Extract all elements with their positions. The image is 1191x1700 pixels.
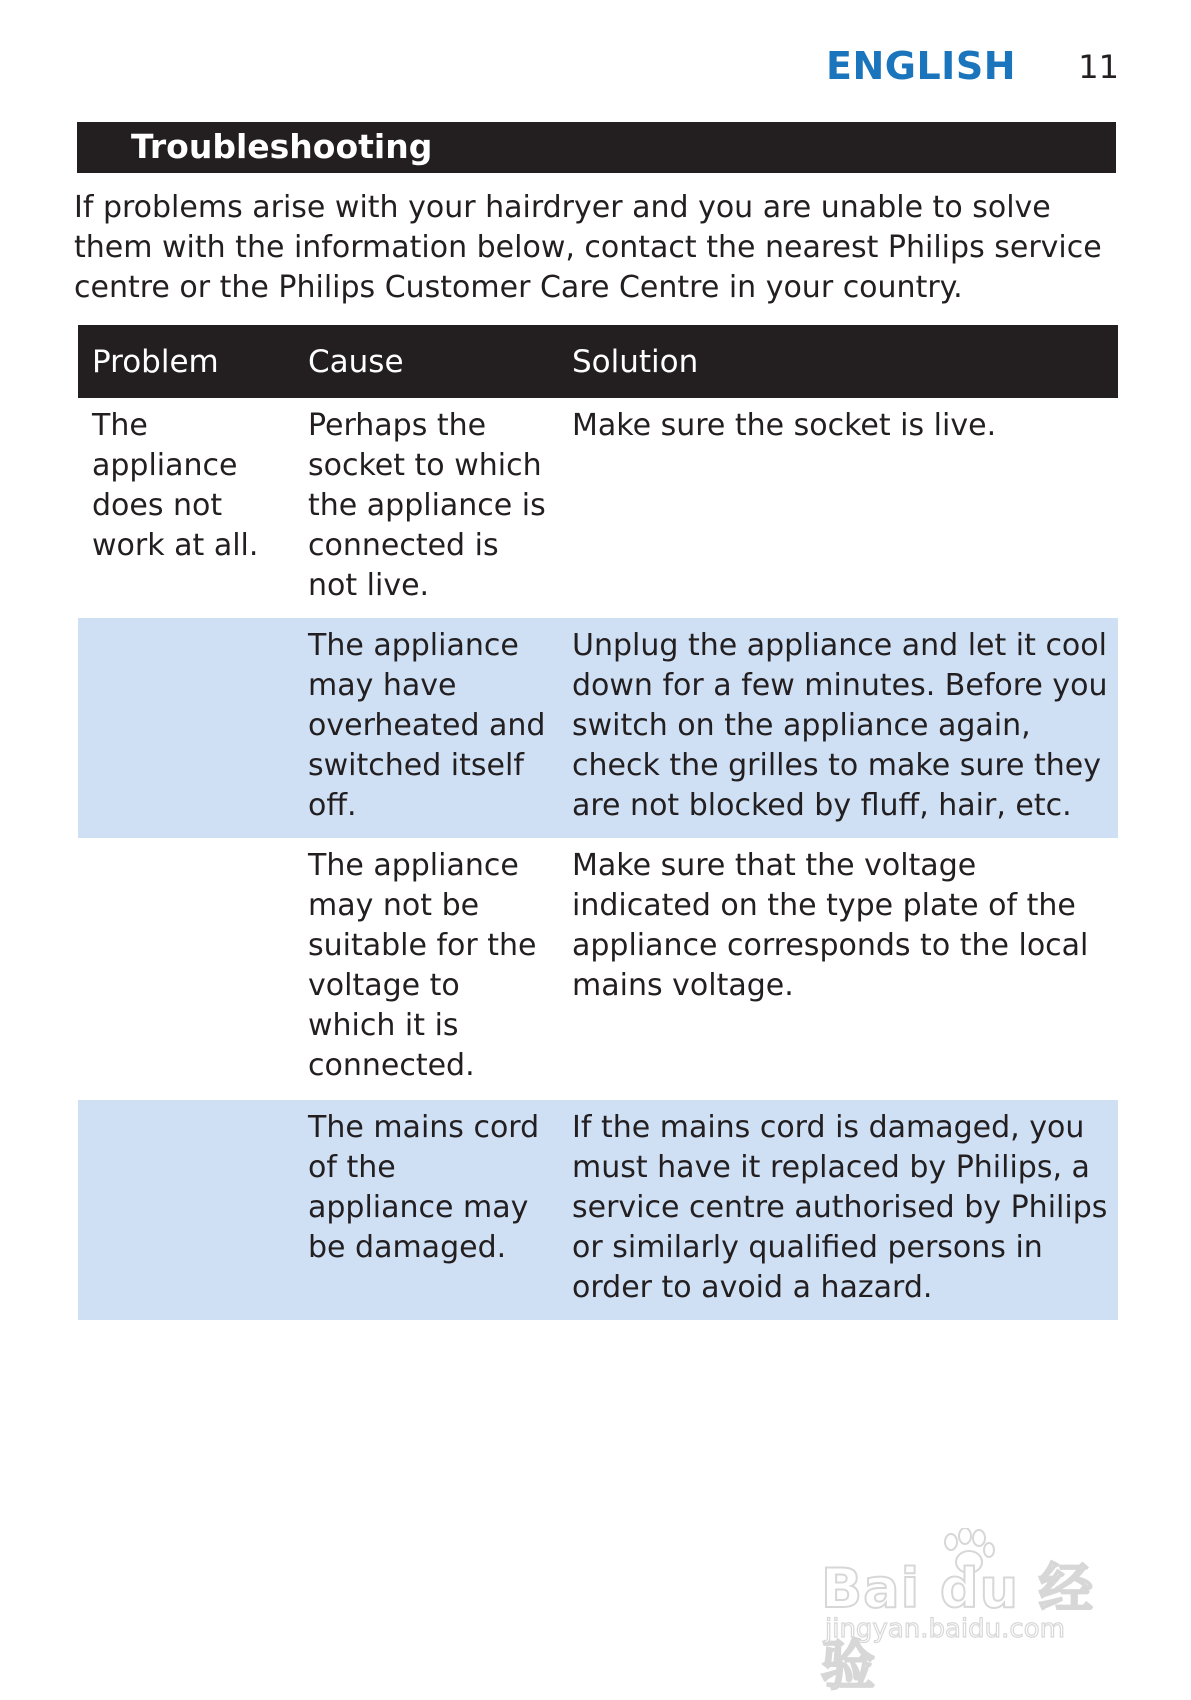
cause-cell: The appliance may have overheated and switched itself off. — [294, 618, 558, 838]
troubleshooting-table — [78, 325, 1118, 1320]
baidu-watermark — [821, 1528, 1131, 1697]
cause-cell: The mains cord of the appliance may be damaged. — [294, 1100, 558, 1320]
table-row — [78, 618, 1118, 838]
problem-cell — [78, 1100, 294, 1320]
page-number: 11 — [1078, 48, 1119, 86]
problem-cell — [78, 838, 294, 1100]
cause-cell: The appliance may not be suitable for the voltage to which it is connected. — [308, 848, 537, 1083]
table-header-row — [78, 325, 1118, 398]
cause-cell: Perhaps the socket to which the appliance is connected is not live. — [308, 408, 546, 603]
solution-cell: Make sure that the voltage indicated on the type plate of the appliance corresponds to the local mains voltage. — [572, 848, 1089, 1003]
intro-paragraph: If problems arise with your hairdryer and you are unable to solve them with the information below, contact the nearest Philips service centre or the Philips Customer Care Centre in your country. — [74, 190, 1102, 305]
problem-cell: The appliance does not work at all. — [92, 408, 259, 563]
column-header-problem: Problem — [78, 325, 294, 398]
solution-cell: Make sure the socket is live. — [572, 408, 997, 443]
watermark-url: jingyan.baidu.com — [825, 1614, 1065, 1644]
solution-cell: If the mains cord is damaged, you must have it replaced by Philips, a service centre authorised by Philips or similarly qualified persons in order to avoid a hazard. — [558, 1100, 1118, 1320]
table-row — [78, 398, 1118, 618]
section-title: Troubleshooting — [131, 127, 433, 166]
table-row — [78, 1100, 1118, 1320]
language-label: ENGLISH — [826, 44, 1016, 88]
column-header-cause: Cause — [294, 325, 558, 398]
section-heading-bar — [77, 122, 1116, 173]
watermark-brand: Bai du 经验 — [821, 1557, 1094, 1697]
problem-cell — [78, 618, 294, 838]
solution-cell: Unplug the appliance and let it cool down for a few minutes. Before you switch on the appliance again, check the grilles to make sure they are not blocked by fluff, hair, etc. — [558, 618, 1118, 838]
table-row — [78, 838, 1118, 1100]
column-header-solution: Solution — [558, 325, 1118, 398]
